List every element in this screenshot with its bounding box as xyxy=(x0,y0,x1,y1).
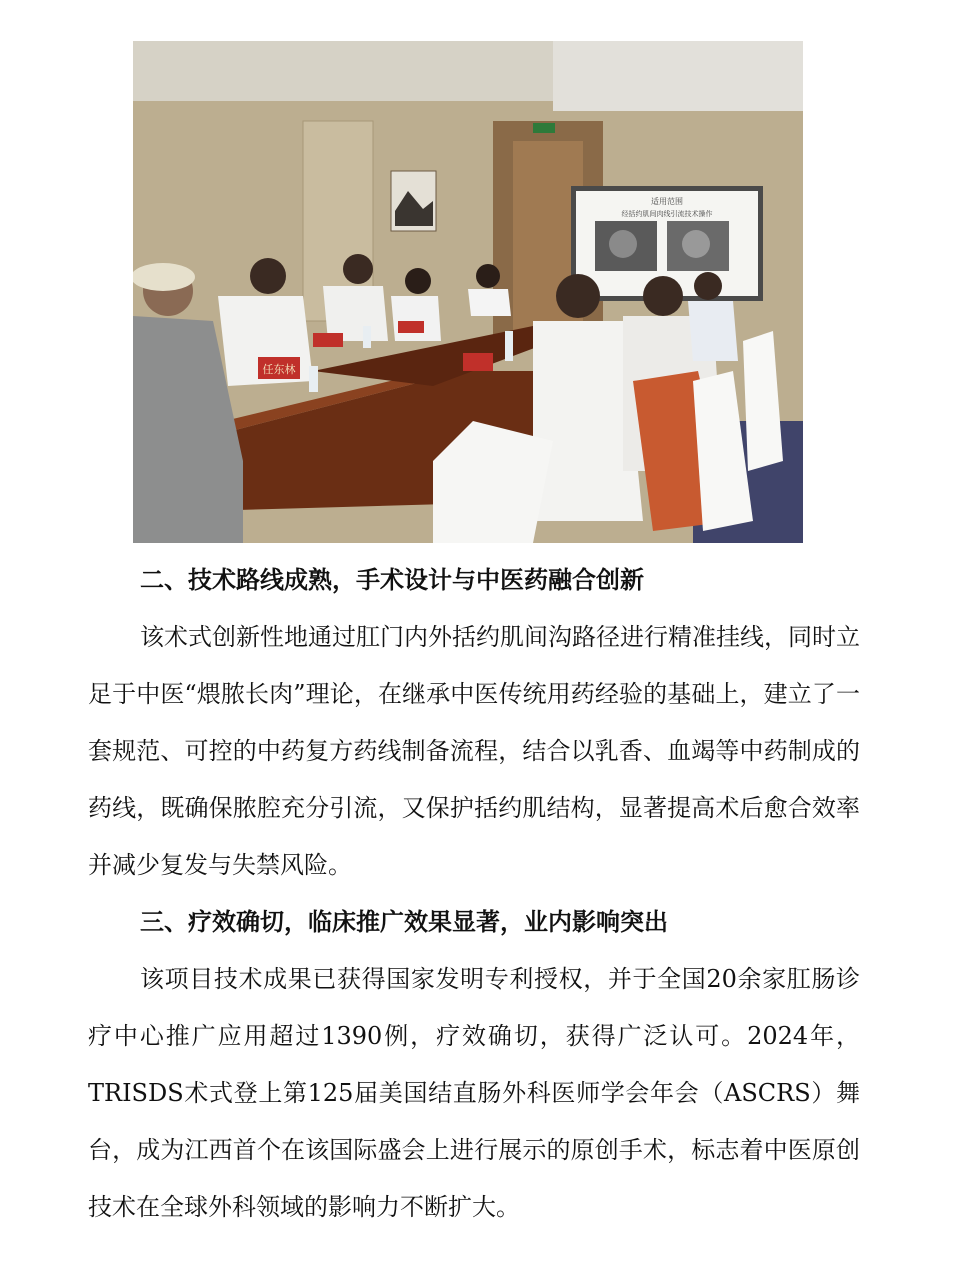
article-body xyxy=(88,552,860,1236)
section-heading-2: 二、技术路线成熟，手术设计与中医药融合创新 xyxy=(140,566,644,594)
slide-subtitle: 经括约肌间肉线引流技术操作 xyxy=(621,210,713,218)
section-heading-3: 三、疗效确切，临床推广效果显著，业内影响突出 xyxy=(140,908,668,936)
section-paragraph-2: 该术式创新性地通过肛门内外括约肌间沟路径进行精准挂线，同时立足于中医“煨脓长肉”理论，在继承中医传统用药经验的基础上，建立了一套规范、可控的中药复方药线制备流程，结合以乳香、血竭等中药制成的药线，既确保脓腔充分引流，又保护括约肌结构，显著提高术后愈合效率并减少复发与失禁风险。 xyxy=(88,623,860,879)
name-card: 任东林 xyxy=(262,363,296,376)
slide-title: 适用范围 xyxy=(651,197,683,206)
meeting-photo xyxy=(133,41,803,543)
section-paragraph-3: 该项目技术成果已获得国家发明专利授权，并于全国20余家肛肠诊疗中心推广应用超过1390例，疗效确切，获得广泛认可。2024年，TRISDS术式登上第125届美国结直肠外科医师学会年会（ASCRS）舞台，成为江西首个在该国际盛会上进行展示的原创手术，标志着中医原创技术在全球外科领域的影响力不断扩大。 xyxy=(88,965,860,1221)
